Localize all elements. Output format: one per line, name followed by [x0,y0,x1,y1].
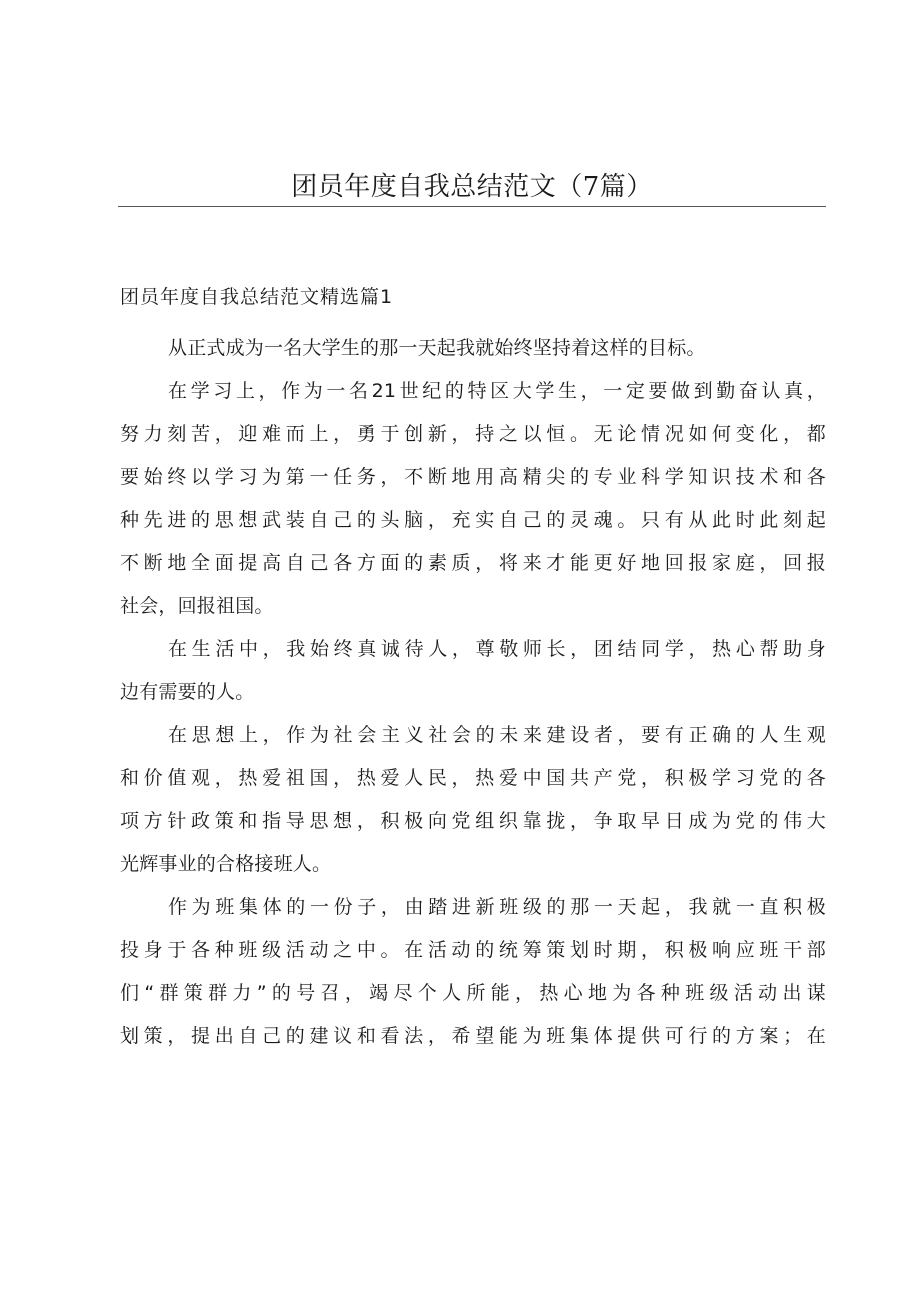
text-line: 在思想上，作为社会主义社会的未来建设者，要有正确的人生观 [168,724,826,746]
text-line: 种先进的思想武装自己的头脑，充实自己的灵魂。只有从此时此刻起 [120,509,826,531]
document-body [120,327,826,1058]
text-line: 们“群策群力”的号召，竭尽个人所能，热心地为各种班级活动出谋 [120,982,826,1004]
text-line: 光辉事业的合格接班人。 [120,853,332,875]
text-line: 不断地全面提高自己各方面的素质，将来才能更好地回报家庭，回报 [120,552,826,574]
paragraph [120,628,826,714]
document-title: 团员年度自我总结范文（7篇） [291,172,653,202]
paragraph [120,886,826,1058]
text-line: 社会，回报祖国。 [120,595,274,617]
text-line: 投身于各种班级活动之中。在活动的统筹策划时期，积极响应班干部 [120,939,826,961]
text-line: 努力刻苦，迎难而上，勇于创新，持之以恒。无论情况如何变化，都 [120,423,826,445]
paragraph [120,327,826,370]
paragraph [120,370,826,628]
text-line: 项方针政策和指导思想，积极向党组织靠拢，争取早日成为党的伟大 [120,810,826,832]
text-line: 在学习上，作为一名21世纪的特区大学生，一定要做到勤奋认真， [168,380,826,402]
text-line: 在生活中，我始终真诚待人，尊敬师长，团结同学，热心帮助身 [168,638,826,660]
text-line: 划策，提出自己的建议和看法，希望能为班集体提供可行的方案；在 [120,1025,826,1047]
text-line: 边有需要的人。 [120,681,255,703]
section-heading: 团员年度自我总结范文精选篇1 [120,286,394,308]
text-line: 从正式成为一名大学生的那一天起我就始终坚持着这样的目标。 [168,337,706,359]
title-underline [118,206,826,207]
text-line: 和价值观，热爱祖国，热爱人民，热爱中国共产党，积极学习党的各 [120,767,826,789]
paragraph [120,714,826,886]
text-line: 要始终以学习为第一任务，不断地用高精尖的专业科学知识技术和各 [120,466,826,488]
text-line: 作为班集体的一份子，由踏进新班级的那一天起，我就一直积极 [168,896,826,918]
